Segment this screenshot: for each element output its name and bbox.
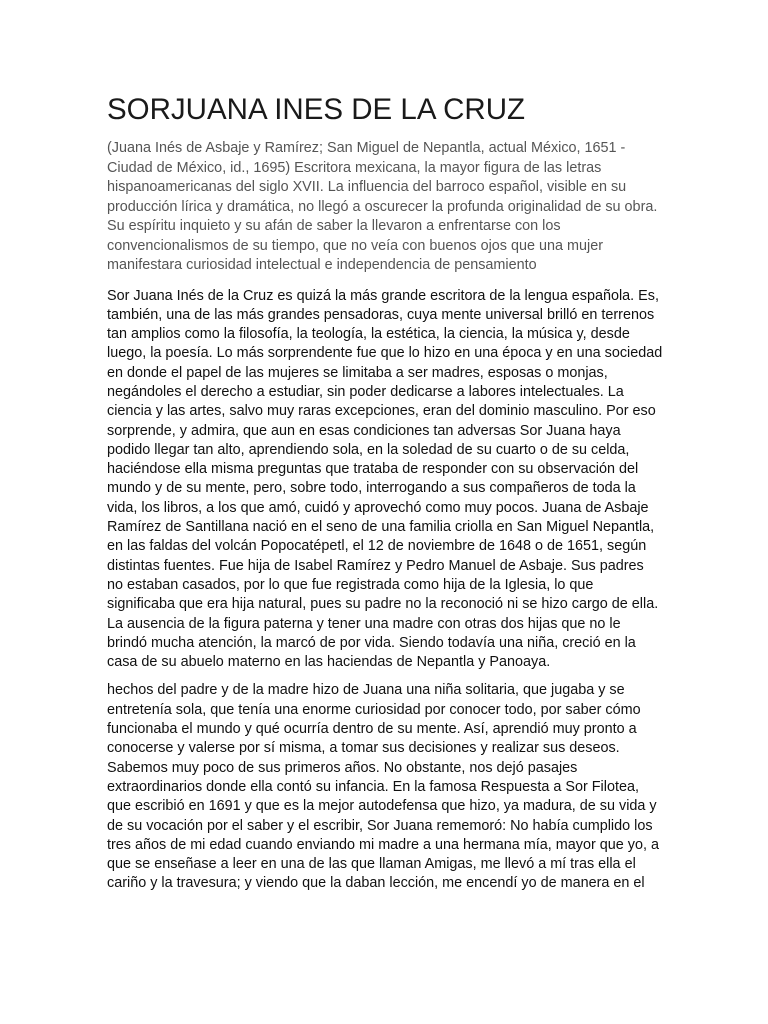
page-title: SORJUANA INES DE LA CRUZ [107,93,526,126]
body-paragraph-2: hechos del padre y de la madre hizo de Juana una niña solitaria, que jugaba y se entretenía sola, que tenía una enorme curiosidad por conocer todo, por saber cómo funcionaba el mundo y qué ocurría dentro de su mente. Así, aprendió muy pronto a conocerse y valerse por sí misma, a tomar sus decisiones y realizar sus deseos. Sabemos muy poco de sus primeros años. No obstante, nos dejó pasajes extraordinarios donde ella contó su infancia. En la famosa Respuesta a Sor Filotea, que escribió en 1691 y que es la mejor autodefensa que hizo, ya madura, de su vida y de su vocación por el saber y el escribir, Sor Juana rememoró: No había cumplido los tres años de mi edad cuando enviando mi madre a una hermana mía, mayor que yo, a que se enseñase a leer en una de las que llaman Amigas, me llevó a mí tras ella el cariño y la travesura; y viendo que la daban lección, me encendí yo de manera en el [107,682,659,892]
document-page [107,93,663,894]
intro-paragraph: (Juana Inés de Asbaje y Ramírez; San Miguel de Nepantla, actual México, 1651 - Ciudad de México, id., 1695) Escritora mexicana, la mayor figura de las letras hispanoamericanas del siglo XVII. La influencia del barroco español, visible en su producción lírica y dramática, no llegó a oscurecer la profunda originalidad de su obra. Su espíritu inquieto y su afán de saber la llevaron a enfrentarse con los convencionalismos de su tiempo, que no veía con buenos ojos que una mujer manifestara curiosidad intelectual e independencia de pensamiento [107,140,658,273]
body-paragraph-1: Sor Juana Inés de la Cruz es quizá la más grande escritora de la lengua española. Es, también, una de las más grandes pensadoras, cuya mente universal brilló en terrenos tan amplios como la filosofía, la teología, la estética, la ciencia, la música y, desde luego, la poesía. Lo más sorprendente fue que lo hizo en una época y en una sociedad en donde el papel de las mujeres se limitaba a ser madres, esposas o monjas, negándoles el derecho a estudiar, sin poder dedicarse a labores intelectuales. La ciencia y las artes, salvo muy raras excepciones, eran del dominio masculino. Por eso sorprende, y admira, que aun en esas condiciones tan adversas Sor Juana haya podido llegar tan alto, aprendiendo sola, en la soledad de su cuarto o de su celda, haciéndose ella misma preguntas que trataba de responder con su observación del mundo y de su mente, pero, sobre todo, interrogando a sus compañeros de toda la vida, los libros, a los que amó, cuidó y aprovechó como muy pocos. Juana de Asbaje Ramírez de Santillana nació en el seno de una familia criolla en San Miguel Nepantla, en las faldas del volcán Popocatépetl, el 12 de noviembre de 1648 o de 1651, según distintas fuentes. Fue hija de Isabel Ramírez y Pedro Manuel de Asbaje. Sus padres no estaban casados, por lo que fue registrada como hija de la Iglesia, lo que significaba que era hija natural, pues su padre no la reconoció ni se hizo cargo de ella. La ausencia de la figura paterna y tener una madre con otras dos hijas que no le brindó mucha atención, la marcó de por vida. Siendo todavía una niña, creció en la casa de su abuelo materno en las haciendas de Nepantla y Panoaya. [107,287,663,671]
